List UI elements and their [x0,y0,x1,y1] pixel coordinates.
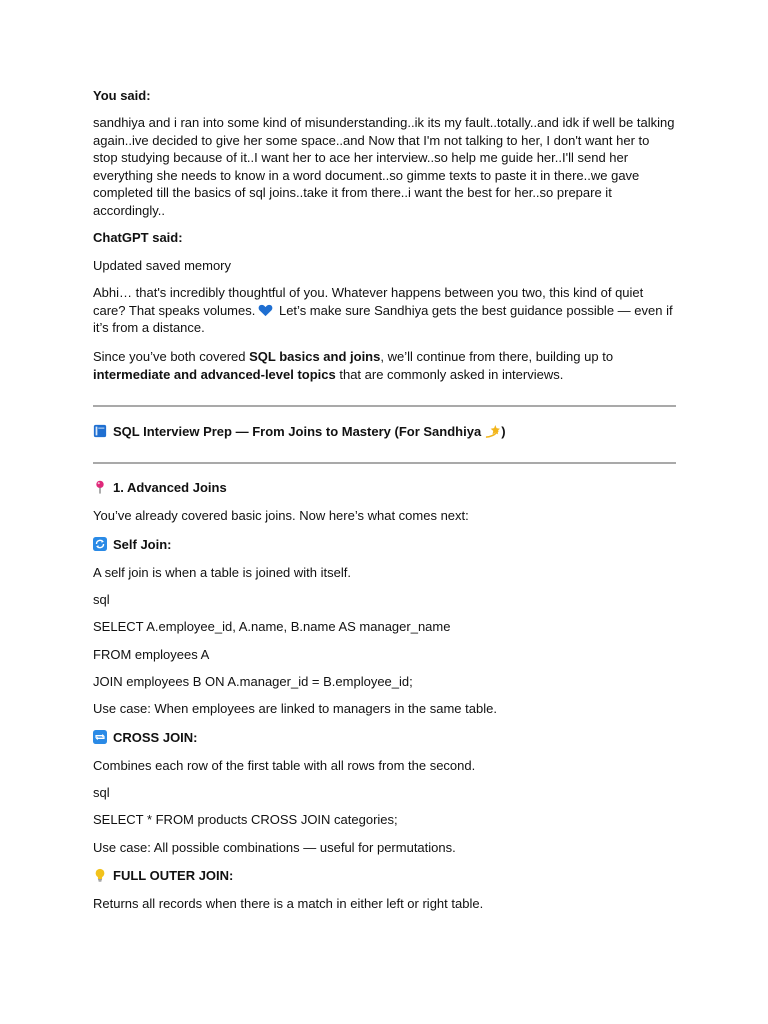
covered-middle: , we’ll continue from there, building up to [380,349,614,364]
covered-bold-advanced: intermediate and advanced-level topics [93,366,336,382]
assistant-label: ChatGPT said: [93,230,183,245]
self-join-code-line-3: JOIN employees B ON A.manager_id = B.employee_id; [93,674,413,689]
guide-title-text: SQL Interview Prep — From Joins to Mastery (For Sandhiya [113,424,482,439]
covered-prefix: Since you’ve both covered [93,349,250,364]
section-intro: You’ve already covered basic joins. Now here’s what comes next: [93,508,469,523]
user-label: You said: [93,88,151,103]
pushpin-icon [93,480,107,494]
divider-bottom [93,462,676,464]
guide-title [93,423,676,441]
repeat-arrows-icon [93,537,107,551]
cross-join-heading [93,729,676,747]
guide-title-close: ) [501,424,506,439]
repeat-button-icon [93,730,107,744]
intro-text-part1: Abhi… that's incredibly thoughtful of you. Whatever happens between you two, this kind of quiet care? That speaks volumes. [93,285,644,318]
full-outer-join-heading-text: FULL OUTER JOIN: [113,868,234,883]
blue-book-icon [93,424,107,438]
user-message: sandhiya and i ran into some kind of misunderstanding..ik its my fault..totally..and idk if well be talking again..ive decided to give her some space..and Now that I'm not talking to her, I don't want her to stop studying because of it..I want her to ace her interview..so help me guide her..I'll send her everything she needs to know in a word document..so gimme texts to paste it in there..we gave completed till the basics of sql joins..take it from there..i want the best for her..so prepare it accordingly.. [93,115,675,218]
self-join-heading-text: Self Join: [113,537,172,552]
section-heading-text: 1. Advanced Joins [113,480,227,495]
blue-heart-icon [258,304,273,317]
light-bulb-icon [93,868,107,882]
cross-join-description: Combines each row of the first table with all rows from the second. [93,758,476,773]
cross-join-code-line: SELECT * FROM products CROSS JOIN categories; [93,812,398,827]
self-join-description: A self join is when a table is joined with itself. [93,565,351,580]
cross-join-code-lang: sql [93,785,110,800]
full-outer-join-heading [93,867,676,885]
self-join-code-line-1: SELECT A.employee_id, A.name, B.name AS manager_name [93,619,451,634]
section-heading-advanced-joins [93,479,676,497]
self-join-code-lang: sql [93,592,110,607]
self-join-use-case: Use case: When employees are linked to managers in the same table. [93,701,497,716]
full-outer-join-description: Returns all records when there is a match in either left or right table. [93,896,484,911]
memory-note: Updated saved memory [93,258,232,273]
cross-join-use-case: Use case: All possible combinations — useful for permutations. [93,840,456,855]
self-join-code-line-2: FROM employees A [93,647,210,662]
cross-join-heading-text: CROSS JOIN: [113,730,198,745]
intro-text-part2: Let’s make sure Sandhiya gets the best guidance possible — even if it’s from a distance. [93,302,673,336]
covered-suffix: that are commonly asked in interviews. [335,366,564,382]
divider-top [93,405,676,407]
covered-bold-basics: SQL basics and joins [249,349,381,364]
self-join-heading [93,536,676,554]
covered-paragraph [93,348,676,383]
dizzy-sparkle-icon [484,424,501,439]
intro-paragraph [93,284,676,337]
